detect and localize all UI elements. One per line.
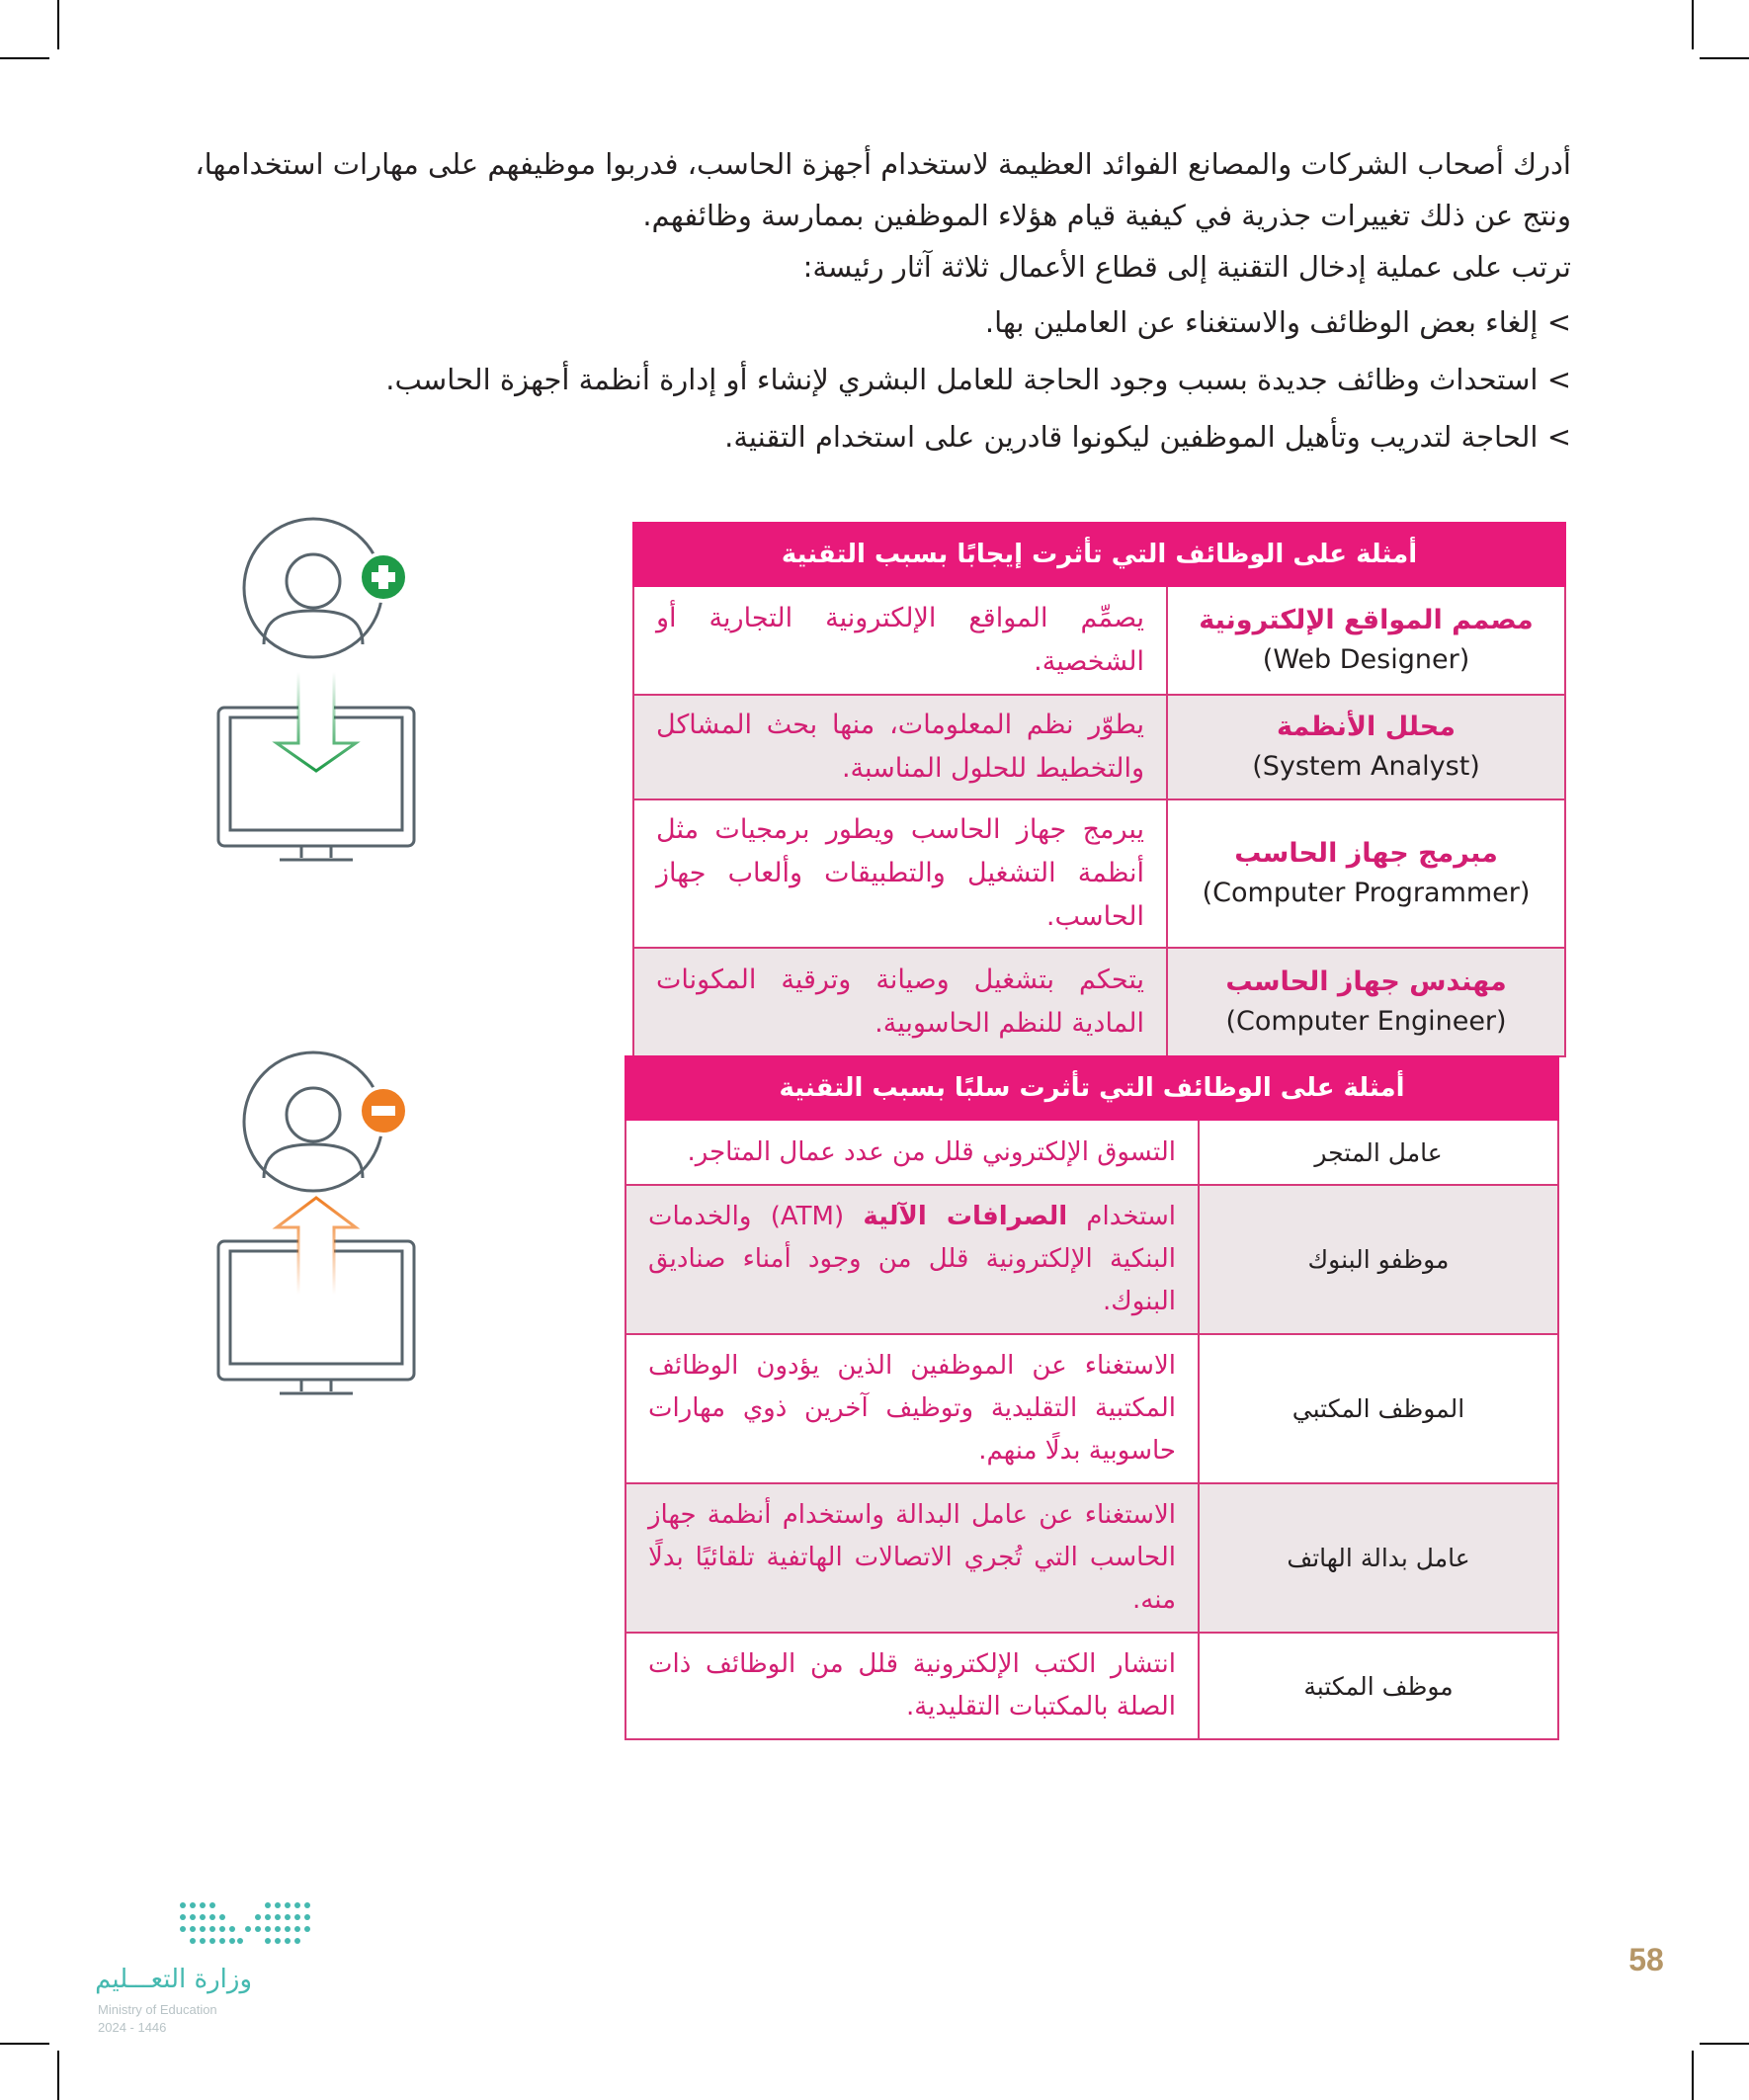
crop-mark	[57, 2051, 59, 2100]
role-name-ar: مهندس جهاز الحاسب	[1225, 966, 1507, 997]
crop-mark	[57, 0, 59, 49]
bullet-item: > إلغاء بعض الوظائف والاستغناء عن العاملين بها.	[984, 305, 1571, 339]
negative-jobs-table	[625, 1055, 1559, 1740]
ministry-name-ar: وزارة التعـــليم	[95, 1965, 252, 1994]
ministry-name-en: Ministry of Education	[98, 2002, 217, 2017]
crop-mark	[1700, 57, 1749, 59]
arrow-up-icon	[277, 1198, 356, 1295]
minus-badge-icon	[360, 1087, 407, 1134]
role-cell: موظف المكتبة	[1199, 1633, 1558, 1739]
edition-year: 2024 - 1446	[98, 2020, 167, 2035]
bullet-item: > استحداث وظائف جديدة بسبب وجود الحاجة للعامل البشري لإنشاء أو إدارة أنظمة أجهزة الحاسب.	[385, 363, 1571, 396]
intro-section	[193, 138, 1571, 468]
arrow-down-icon	[277, 672, 356, 771]
role-description: انتشار الكتب الإلكترونية قلل من الوظائف ذات الصلة بالمكتبات التقليدية.	[625, 1633, 1199, 1739]
desc-text: استخدام	[1067, 1202, 1176, 1231]
crop-mark	[1700, 2043, 1749, 2045]
role-description: يصمِّم المواقع الإلكترونية التجارية أو الشخصية.	[633, 586, 1167, 695]
table-row	[633, 799, 1565, 948]
positive-table-title: أمثلة على الوظائف التي تأثرت إيجابًا بسبب التقنية	[633, 523, 1565, 586]
plus-badge-icon	[360, 553, 407, 601]
intro-paragraph: أدرك أصحاب الشركات والمصانع الفوائد العظيمة لاستخدام أجهزة الحاسب، فدربوا موظيفهم على مهارات استخدامها، ونتج عن ذلك تغييرات جذرية في كيفية قيام هؤلاء الموظفين بممارسة وظائفهم.	[195, 147, 1571, 232]
negative-table-title: أمثلة على الوظائف التي تأثرت سلبًا بسبب التقنية	[625, 1056, 1558, 1120]
ministry-logo	[94, 1897, 331, 2046]
positive-jobs-table	[632, 522, 1566, 1057]
role-name-ar: محلل الأنظمة	[1277, 712, 1456, 742]
role-name-ar: مبرمج جهاز الحاسب	[1234, 838, 1498, 869]
role-cell: عامل بدالة الهاتف	[1199, 1483, 1558, 1633]
role-cell: موظفو البنوك	[1199, 1185, 1558, 1334]
crop-mark	[1692, 2051, 1694, 2100]
crop-mark	[0, 2043, 49, 2045]
role-description: الاستغناء عن الموظفين الذين يؤدون الوظائف المكتبية التقليدية وتوظيف آخرين ذوي مهارات حاسوبية بدلًا منهم.	[625, 1334, 1199, 1483]
crop-mark	[1692, 0, 1694, 49]
table-row	[633, 695, 1565, 799]
crop-mark	[0, 57, 49, 59]
role-description: يتحكم بتشغيل وصيانة وترقية المكونات المادية للنظم الحاسوبية.	[633, 948, 1167, 1056]
desc-highlight: الصرافات الآلية	[863, 1202, 1068, 1231]
role-cell	[1167, 799, 1565, 948]
role-description: التسوق الإلكتروني قلل من عدد عمال المتاجر.	[625, 1120, 1199, 1185]
role-name-ar: مصمم المواقع الإلكترونية	[1199, 605, 1534, 635]
positive-illustration	[203, 514, 420, 870]
role-name-en: (Computer Programmer)	[1202, 878, 1531, 908]
table-row	[633, 586, 1565, 695]
role-name-en: (Web Designer)	[1262, 644, 1470, 675]
bullet-item: > الحاجة لتدريب وتأهيل الموظفين ليكونوا قادرين على استخدام التقنية.	[724, 420, 1571, 454]
role-name-en: (System Analyst)	[1252, 751, 1480, 782]
table-row	[625, 1120, 1558, 1185]
table-row	[633, 948, 1565, 1056]
role-description: يطوّر نظم المعلومات، منها بحث المشاكل والتخطيط للحلول المناسبة.	[633, 695, 1167, 799]
negative-illustration	[203, 1048, 420, 1403]
effects-lead: ترتب على عملية إدخال التقنية إلى قطاع الأعمال ثلاثة آثار رئيسة:	[802, 250, 1571, 284]
role-description	[625, 1185, 1199, 1334]
table-row	[625, 1483, 1558, 1633]
role-cell: عامل المتجر	[1199, 1120, 1558, 1185]
desc-text: (ATM) والخدمات البنكية الإلكترونية قلل من وجود أمناء صناديق البنوك.	[648, 1202, 1176, 1316]
role-description: يبرمج جهاز الحاسب ويطور برمجيات مثل أنظمة التشغيل والتطبيقات وألعاب جهاز الحاسب.	[633, 799, 1167, 948]
role-cell	[1167, 586, 1565, 695]
logo-dots-icon	[173, 1897, 321, 1961]
role-name-en: (Computer Engineer)	[1225, 1006, 1507, 1037]
role-cell: الموظف المكتبي	[1199, 1334, 1558, 1483]
role-description: الاستغناء عن عامل البدالة واستخدام أنظمة جهاز الحاسب التي تُجري الاتصالات الهاتفية تلقائيًا بدلًا منه.	[625, 1483, 1199, 1633]
table-row	[625, 1633, 1558, 1739]
role-cell	[1167, 948, 1565, 1056]
table-row	[625, 1334, 1558, 1483]
table-row	[625, 1185, 1558, 1334]
page-number: 58	[1628, 1942, 1664, 1977]
role-cell	[1167, 695, 1565, 799]
